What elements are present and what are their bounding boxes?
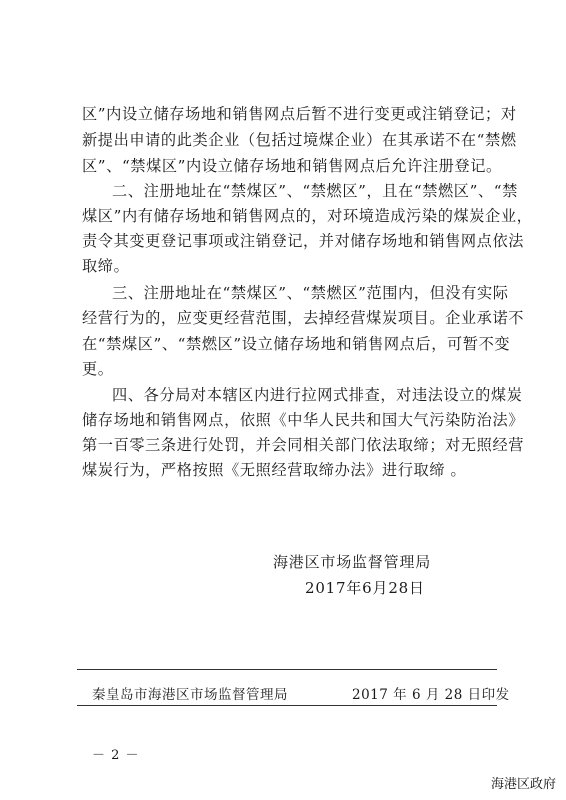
body-line: 区”、“禁煤区”内设立储存场地和销售网点后允许注册登记。 bbox=[82, 157, 502, 175]
page-number: － 2 － bbox=[92, 748, 140, 763]
body-line: 区”内设立储存场地和销售网点后暂不进行变更或注销登记；对 bbox=[82, 105, 517, 123]
body-line: 更。 bbox=[82, 360, 114, 378]
footer-bottom-rule bbox=[77, 705, 497, 706]
footer-issue-date: 2017 年 6 月 28 日印发 bbox=[352, 687, 510, 703]
body-line: 储存场地和销售网点，依照《中华人民共和国大气污染防治法》 bbox=[82, 411, 525, 429]
body-line: 新提出申请的此类企业（包括过境煤企业）在其承诺不在“禁燃 bbox=[82, 131, 517, 149]
body-line: 二、注册地址在“禁煤区”、“禁燃区”，且在“禁燃区”、“禁 bbox=[112, 182, 518, 200]
body-line: 第一百零三条进行处罚，并会同相关部门依法取缔；对无照经营 bbox=[82, 436, 525, 454]
body-line: 在“禁煤区”、“禁燃区”设立储存场地和销售网点后，可暂不变 bbox=[82, 335, 511, 353]
body-line: 四、各分局对本辖区内进行拉网式排查，对违法设立的煤炭 bbox=[112, 386, 523, 404]
body-line: 责令其变更登记事项或注销登记，并对储存场地和销售网点依法 bbox=[82, 232, 525, 250]
body-line: 煤炭行为，严格按照《无照经营取缔办法》进行取缔 。 bbox=[82, 461, 467, 479]
watermark-text: 海港区政府 bbox=[490, 777, 556, 792]
body-line: 取缔。 bbox=[82, 257, 130, 275]
body-line: 三、注册地址在“禁煤区”、“禁燃区”范围内，但没有实际 bbox=[112, 284, 509, 302]
footer-top-rule bbox=[77, 669, 497, 670]
signature-org: 海港区市场监督管理局 bbox=[273, 553, 432, 571]
body-line: 煤区”内有储存场地和销售网点的，对环境造成污染的煤炭企业， bbox=[82, 207, 533, 225]
signature-date: 2017年6月28日 bbox=[305, 579, 425, 597]
body-line: 经营行为的，应变更经营范围，去掉经营煤炭项目。企业承诺不 bbox=[82, 309, 525, 327]
footer-issuer: 秦皇岛市海港区市场监督管理局 bbox=[92, 687, 288, 703]
